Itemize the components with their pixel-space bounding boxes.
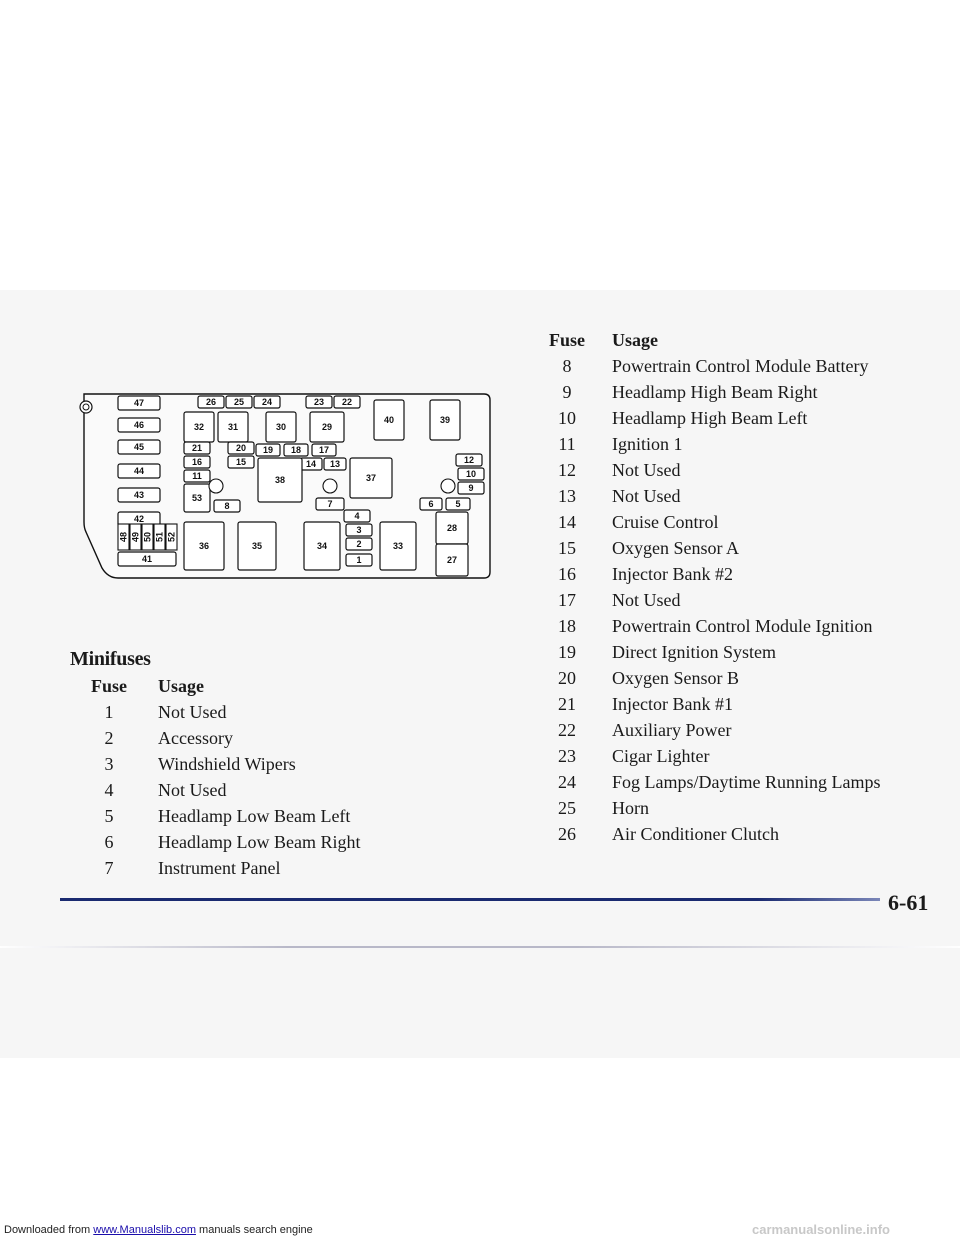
fuse-slot-label: 32 — [193, 422, 205, 432]
fuse-usage: Windshield Wipers — [158, 754, 296, 774]
fuse-usage: Not Used — [612, 486, 681, 506]
fuse-number: 23 — [558, 746, 576, 766]
table-header — [84, 676, 404, 702]
table-row — [536, 460, 916, 486]
fuse-usage: Injector Bank #1 — [612, 694, 733, 714]
fuse-usage: Not Used — [612, 590, 681, 610]
table-row — [84, 806, 404, 832]
fuse-usage: Headlamp Low Beam Left — [158, 806, 351, 826]
fuse-slot-label: 35 — [251, 541, 263, 551]
fuse-slot-label: 22 — [341, 397, 353, 407]
table-row — [84, 858, 404, 884]
fuse-usage: Powertrain Control Module Battery — [612, 356, 869, 376]
fuse-slot-label: 34 — [316, 541, 328, 551]
fuse-usage: Accessory — [158, 728, 233, 748]
fuse-number: 14 — [558, 512, 576, 532]
fuse-usage: Headlamp High Beam Right — [612, 382, 818, 402]
test-point-icon — [441, 479, 455, 493]
fuse-number: 19 — [558, 642, 576, 662]
fuse-column-header: Fuse — [549, 330, 585, 350]
fuse-slot-label: 37 — [365, 473, 377, 483]
fuse-slot-label: 41 — [141, 554, 153, 564]
fuse-number: 6 — [104, 832, 114, 852]
fuse-slot-label: 50 — [142, 531, 153, 543]
fuse-usage: Fog Lamps/Daytime Running Lamps — [612, 772, 881, 792]
table-row — [536, 538, 916, 564]
fuse-slot-label: 20 — [235, 443, 247, 453]
usage-column-header: Usage — [158, 676, 204, 696]
fuse-usage: Headlamp High Beam Left — [612, 408, 808, 428]
fuse-slot-label: 31 — [227, 422, 239, 432]
fuse-slot-label: 14 — [305, 459, 317, 469]
fuse-number: 16 — [558, 564, 576, 584]
fuse-usage: Powertrain Control Module Ignition — [612, 616, 873, 636]
fuse-slot-label: 47 — [133, 398, 145, 408]
fuse-usage: Not Used — [612, 460, 681, 480]
fuse-slot-label: 18 — [290, 445, 302, 455]
fuse-slot-label: 16 — [191, 457, 203, 467]
fuse-slot-label: 21 — [191, 443, 203, 453]
fuse-slot-label: 9 — [468, 483, 474, 493]
fuse-number: 22 — [558, 720, 576, 740]
fuse-slot-label: 49 — [130, 531, 141, 543]
fuse-slot-label: 33 — [392, 541, 404, 551]
fuse-usage: Injector Bank #2 — [612, 564, 733, 584]
watermark: carmanualsonline.info — [752, 1222, 890, 1237]
fuse-slot-label: 25 — [233, 397, 245, 407]
fuse-slot-label: 28 — [446, 523, 458, 533]
download-suffix: manuals search engine — [199, 1224, 313, 1236]
fuse-slot-label: 8 — [224, 501, 230, 511]
fuse-slot-label: 44 — [133, 466, 145, 476]
fuse-number: 21 — [558, 694, 576, 714]
fuse-number: 5 — [104, 806, 114, 826]
table-row — [536, 564, 916, 590]
fuse-slot-label: 11 — [192, 471, 202, 481]
table-row — [84, 754, 404, 780]
fuse-usage: Horn — [612, 798, 649, 818]
fuse-usage: Cigar Lighter — [612, 746, 710, 766]
table-row — [536, 486, 916, 512]
fuse-slot-label: 19 — [262, 445, 274, 455]
fuse-slot-label: 27 — [446, 555, 458, 565]
table-row — [536, 668, 916, 694]
table-row — [536, 824, 916, 850]
fuse-usage: Not Used — [158, 702, 227, 722]
table-row — [536, 382, 916, 408]
fuse-usage: Not Used — [158, 780, 227, 800]
table-row — [536, 746, 916, 772]
fuse-number: 1 — [104, 702, 114, 722]
table-row — [536, 720, 916, 746]
fuse-number: 2 — [104, 728, 114, 748]
mounting-hole-icon — [80, 401, 92, 413]
download-bar — [4, 1224, 313, 1236]
fuse-number: 7 — [104, 858, 114, 878]
fuse-number: 3 — [104, 754, 114, 774]
fuse-slot-label: 12 — [463, 455, 475, 465]
fuse-slot-label: 36 — [198, 541, 210, 551]
fuse-number: 24 — [558, 772, 576, 792]
table-row — [84, 832, 404, 858]
fuse-slot-label: 53 — [191, 493, 203, 503]
fuse-slot-label: 39 — [439, 415, 451, 425]
table-header — [536, 330, 916, 356]
table-row — [536, 616, 916, 642]
minifuses-table — [84, 676, 404, 884]
table-row — [536, 512, 916, 538]
fuse-block-diagram — [78, 382, 498, 582]
fuse-number: 4 — [104, 780, 114, 800]
fuse-slot-label: 26 — [205, 397, 217, 407]
fuse-usage: Instrument Panel — [158, 858, 281, 878]
fuse-slot-label: 46 — [133, 420, 145, 430]
table-row — [536, 356, 916, 382]
fuse-slot-label: 4 — [354, 511, 360, 521]
fuse-number: 9 — [562, 382, 572, 402]
fuse-slot-label: 43 — [133, 490, 145, 500]
table-row — [84, 702, 404, 728]
fuse-number: 18 — [558, 616, 576, 636]
fuse-slot-label: 2 — [356, 539, 362, 549]
fuse-usage: Oxygen Sensor A — [612, 538, 739, 558]
fuse-slot-label: 40 — [383, 415, 395, 425]
fuse-slot-label: 6 — [428, 499, 434, 509]
fuse-number: 10 — [558, 408, 576, 428]
footer-shadow-rule — [0, 946, 960, 948]
table-row — [536, 642, 916, 668]
fuse-number: 26 — [558, 824, 576, 844]
table-row — [536, 434, 916, 460]
fuse-number: 17 — [558, 590, 576, 610]
fuse-slot-label: 38 — [274, 475, 286, 485]
fuse-slot-label: 1 — [356, 555, 362, 565]
fuse-slot-label: 13 — [329, 459, 341, 469]
fuse-slot-label: 52 — [166, 531, 177, 543]
fuse-usage: Cruise Control — [612, 512, 719, 532]
fuse-slot-label: 45 — [133, 442, 145, 452]
fuse-slot-label: 42 — [133, 514, 145, 524]
fuse-number: 8 — [562, 356, 572, 376]
fuse-number: 11 — [558, 434, 576, 454]
fuse-number: 15 — [558, 538, 576, 558]
fuse-slot-label: 29 — [321, 422, 333, 432]
table-row — [84, 780, 404, 806]
fuse-slot-label: 17 — [318, 445, 330, 455]
fuse-number: 12 — [558, 460, 576, 480]
table-row — [84, 728, 404, 754]
fuse-usage: Direct Ignition System — [612, 642, 776, 662]
fuse-slot-label: 15 — [235, 457, 247, 467]
table-row — [536, 590, 916, 616]
fuse-slot-label: 23 — [313, 397, 325, 407]
table-row — [536, 772, 916, 798]
fuse-slot-label: 3 — [356, 525, 362, 535]
usage-column-header: Usage — [612, 330, 658, 350]
fuse-slot-label: 51 — [154, 531, 165, 543]
fuse-usage: Air Conditioner Clutch — [612, 824, 779, 844]
fuse-slot-label: 24 — [261, 397, 273, 407]
fuse-block-svg — [78, 382, 498, 582]
fuse-slot-label: 30 — [275, 422, 287, 432]
manualslib-link[interactable]: www.Manualslib.com — [93, 1224, 196, 1236]
fuse-slot-label: 5 — [455, 499, 461, 509]
fuse-number: 20 — [558, 668, 576, 688]
fuse-slot-label: 7 — [327, 499, 333, 509]
fuse-number: 13 — [558, 486, 576, 506]
fuse-usage: Oxygen Sensor B — [612, 668, 739, 688]
fuse-number: 25 — [558, 798, 576, 818]
fuse-usage: Auxiliary Power — [612, 720, 732, 740]
test-point-icon — [323, 479, 337, 493]
table-row — [536, 408, 916, 434]
table-row — [536, 798, 916, 824]
fuse-usage-table — [536, 330, 916, 850]
table-row — [536, 694, 916, 720]
download-prefix: Downloaded from — [4, 1224, 91, 1236]
footer-rule — [60, 898, 880, 901]
minifuses-heading: Minifuses — [70, 648, 151, 670]
fuse-usage: Ignition 1 — [612, 434, 683, 454]
fuse-slot-label: 48 — [118, 531, 129, 543]
fuse-column-header: Fuse — [91, 676, 127, 696]
test-point-icon — [209, 479, 223, 493]
fuse-usage: Headlamp Low Beam Right — [158, 832, 361, 852]
page-number: 6-61 — [888, 890, 929, 915]
fuse-slot-label: 10 — [465, 469, 477, 479]
